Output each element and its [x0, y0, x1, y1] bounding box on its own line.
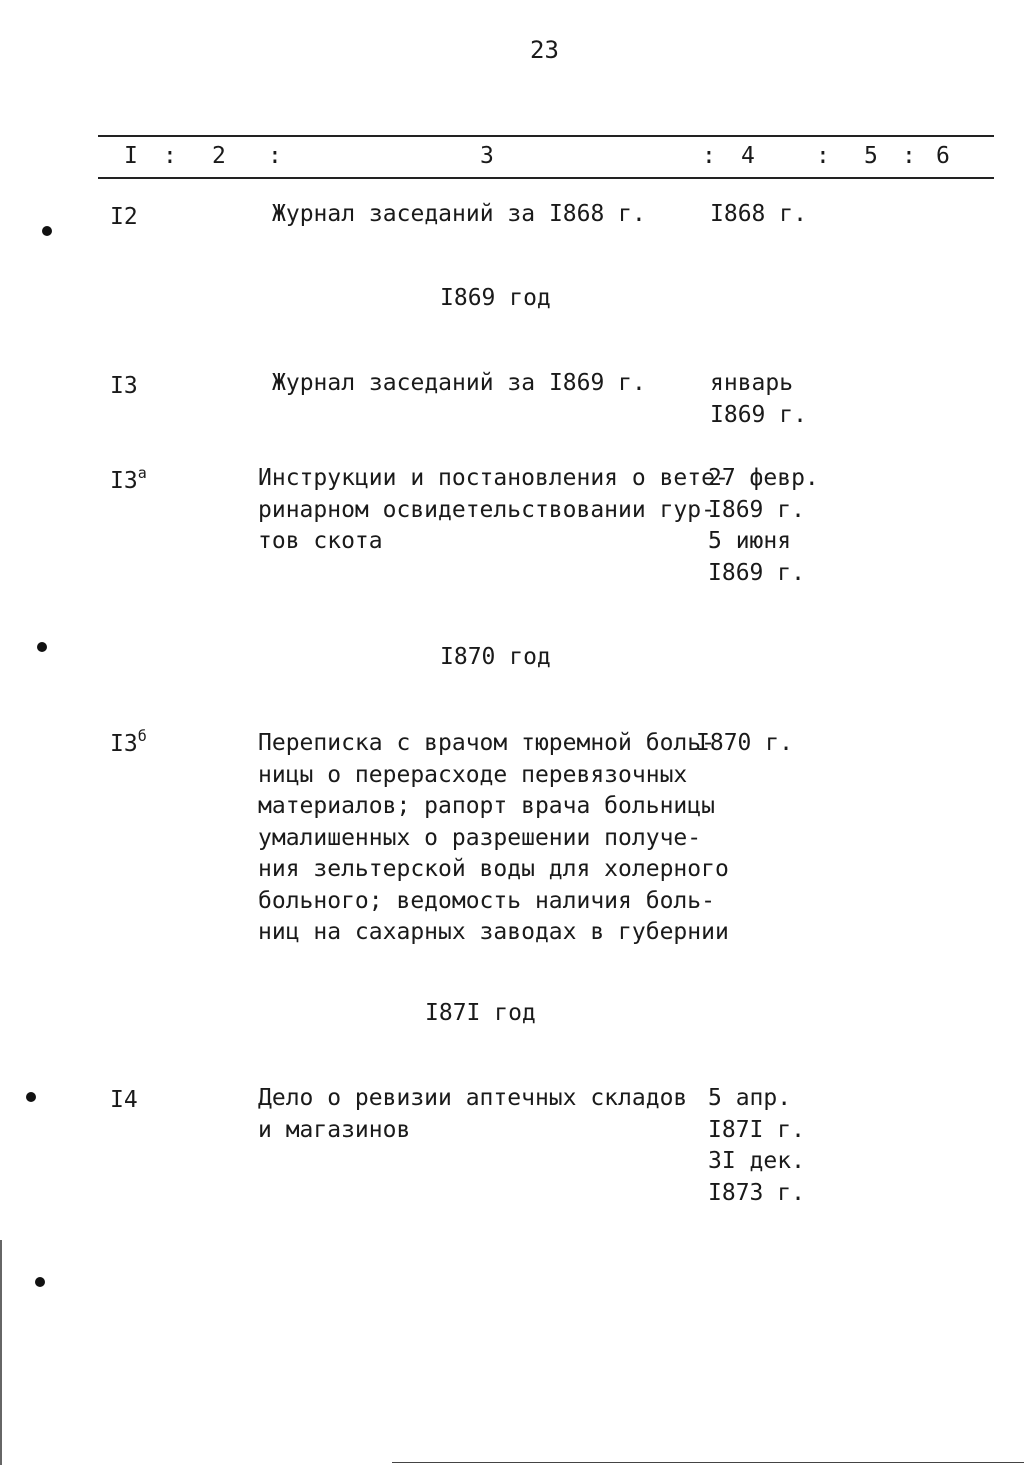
entry-date: I870 г.: [696, 730, 793, 756]
column-separator: :: [816, 143, 830, 169]
table-header-top-rule: [98, 135, 994, 137]
entry-number: I2: [110, 204, 138, 230]
punch-hole-mark: [26, 1092, 36, 1102]
entry-title: Журнал заседаний за I869 г.: [272, 370, 646, 396]
entry-number: I3: [110, 373, 138, 399]
entry-title: Переписка с врачом тюремной боль- ницы о перерасходе перевязочных материалов; рапорт врача больницы умалишенных о разрешении получе- ния зельтерской воды для холерного больного; ведомость наличия боль- ниц на сахарных заводах в губернии: [258, 730, 729, 945]
entry-date: январь I869 г.: [710, 370, 807, 428]
entry-number: $I3^а$: [110, 464, 147, 494]
column-header-6: 6: [936, 143, 950, 169]
entry-date: I868 г.: [710, 201, 807, 227]
scan-edge-line: [0, 1240, 2, 1465]
entry-title: Журнал заседаний за I868 г.: [272, 201, 646, 227]
year-heading: I87I год: [425, 1000, 536, 1026]
year-heading: I869 год: [440, 285, 551, 311]
page-number: 23: [530, 36, 559, 64]
scan-bottom-line: [392, 1462, 1024, 1463]
entry-date: 27 февр. I869 г. 5 июня I869 г.: [708, 465, 819, 586]
entry-title: Дело о ревизии аптечных складов и магазинов: [258, 1085, 688, 1143]
column-separator: :: [702, 143, 716, 169]
column-separator: :: [902, 143, 916, 169]
column-separator: :: [268, 143, 282, 169]
column-header-4: 4: [741, 143, 755, 169]
entry-title: Инструкции и постановления о вете- ринарном освидетельствовании гур- тов скота: [258, 465, 729, 554]
year-heading: I870 год: [440, 644, 551, 670]
column-separator: :: [163, 143, 177, 169]
column-header-1: I: [124, 143, 138, 169]
punch-hole-mark: [42, 226, 52, 236]
entry-number: $I3^б$: [110, 727, 147, 757]
punch-hole-mark: [37, 642, 47, 652]
table-header-bottom-rule: [98, 177, 994, 179]
column-header-5: 5: [864, 143, 878, 169]
entry-number: I4: [110, 1087, 138, 1113]
entry-date: 5 апр. I87I г. 3I дек. I873 г.: [708, 1085, 805, 1206]
column-header-3: 3: [480, 143, 494, 169]
column-header-2: 2: [212, 143, 226, 169]
punch-hole-mark: [35, 1277, 45, 1287]
